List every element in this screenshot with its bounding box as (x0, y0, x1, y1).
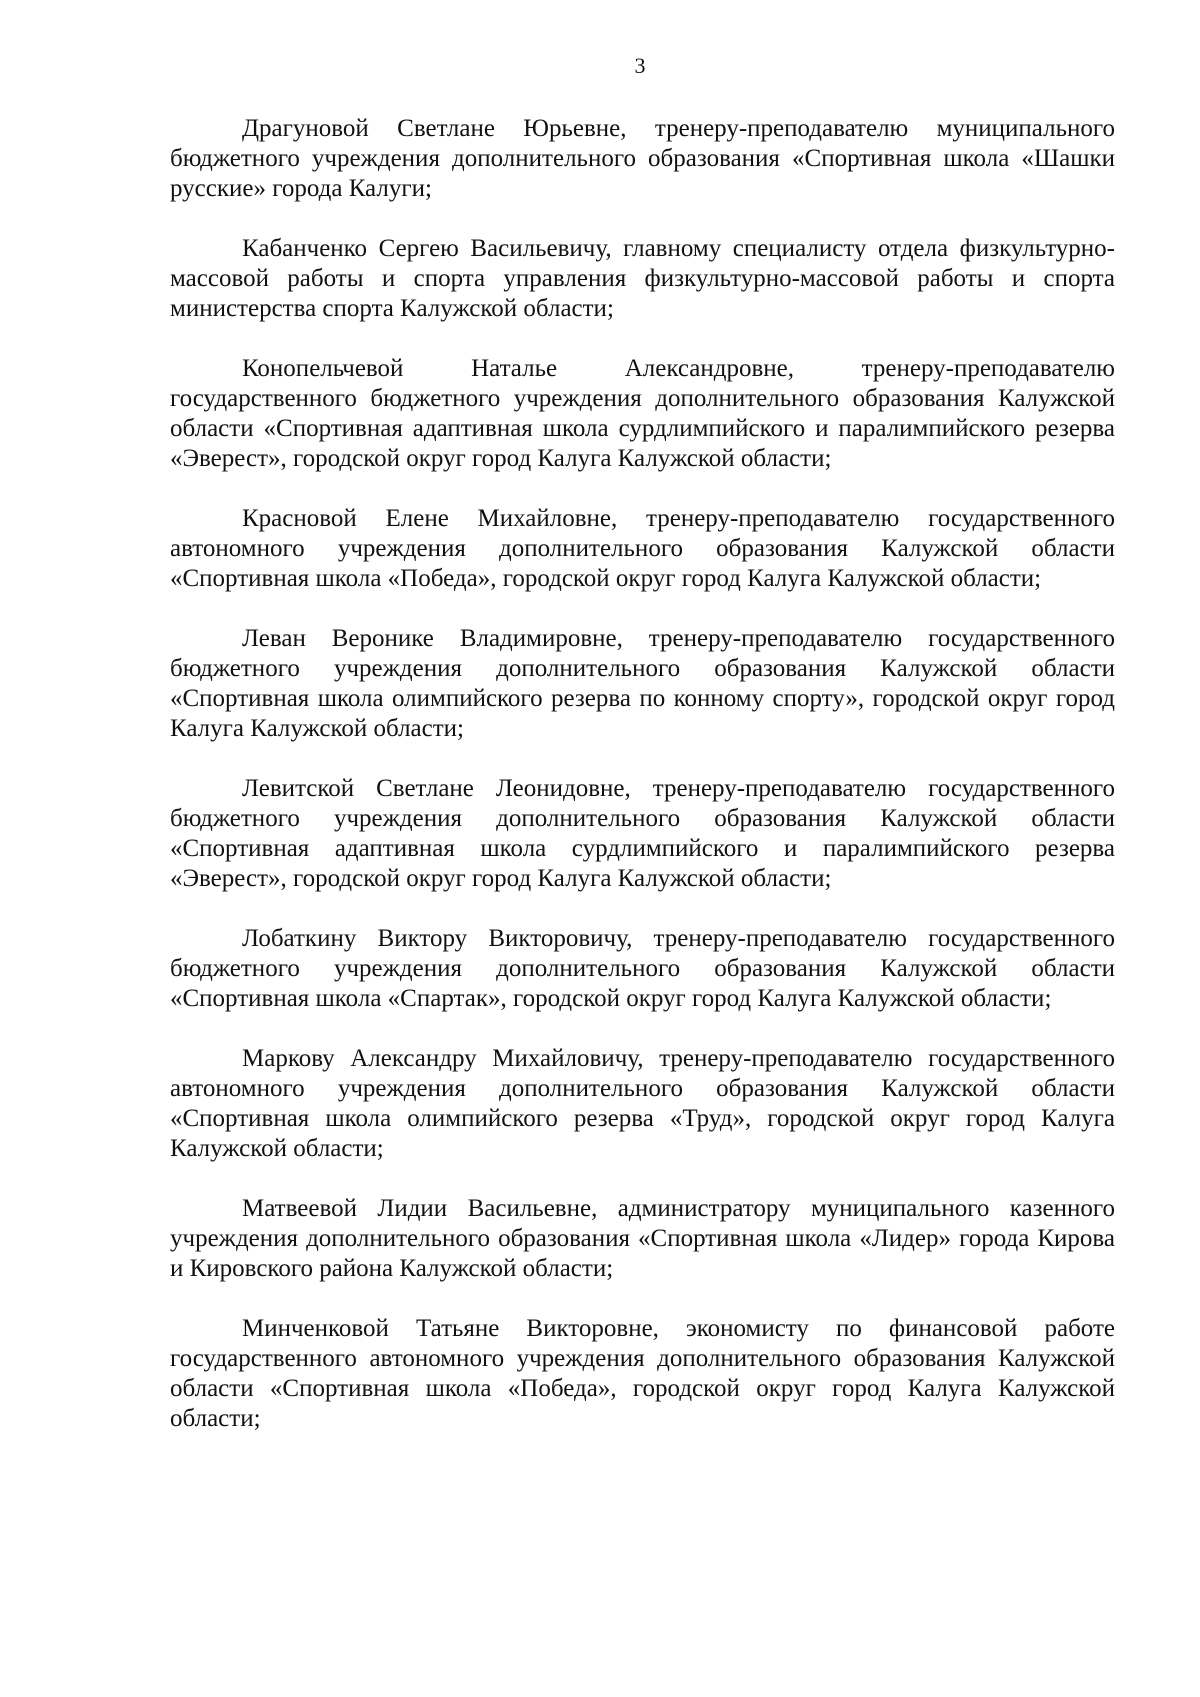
document-body (170, 114, 1115, 1434)
paragraph-lobatkin: Лобаткину Виктору Викторовичу, тренеру-преподавателю государственного бюджетного учреждения дополнительного образования Калужской области «Спортивная школа «Спартак», городской округ город Калуга Калужской области; (170, 925, 1115, 1012)
paragraph-levitskaya: Левитской Светлане Леонидовне, тренеру-преподавателю государственного бюджетного учреждения дополнительного образования Калужской области «Спортивная адаптивная школа сурдлимпийского и паралимпийского резерва «Эверест», городской округ город Калуга Калужской области; (170, 775, 1115, 892)
paragraph-markov: Маркову Александру Михайловичу, тренеру-преподавателю государственного автономного учреждения дополнительного образования Калужской области «Спортивная школа олимпийского резерва «Труд», городской округ город Калуга Калужской области; (170, 1045, 1115, 1162)
paragraph-kabanchenko: Кабанченко Сергею Васильевичу, главному специалисту отдела физкультурно-массовой работы и спорта управления физкультурно-массовой работы и спорта министерства спорта Калужской области; (170, 235, 1115, 322)
paragraph-minchenkova: Минченковой Татьяне Викторовне, экономисту по финансовой работе государственного автономного учреждения дополнительного образования Калужской области «Спортивная школа «Победа», городской округ город Калуга Калужской области; (170, 1315, 1115, 1432)
paragraph-matveeva: Матвеевой Лидии Васильевне, администратору муниципального казенного учреждения дополнительного образования «Спортивная школа «Лидер» города Кирова и Кировского района Калужской области; (170, 1195, 1115, 1282)
page-number: 3 (634, 53, 646, 78)
paragraph-krasnova: Красновой Елене Михайловне, тренеру-преподавателю государственного автономного учреждения дополнительного образования Калужской области «Спортивная школа «Победа», городской округ город Калуга Калужской области; (170, 505, 1115, 592)
paragraph-dragunova: Драгуновой Светлане Юрьевне, тренеру-преподавателю муниципального бюджетного учреждения дополнительного образования «Спортивная школа «Шашки русские» города Калуги; (170, 115, 1115, 202)
paragraph-levan: Леван Веронике Владимировне, тренеру-преподавателю государственного бюджетного учреждения дополнительного образования Калужской области «Спортивная школа олимпийского резерва по конному спорту», городской округ город Калуга Калужской области; (170, 625, 1115, 742)
paragraph-konopelcheva: Конопельчевой Наталье Александровне, тренеру-преподавателю государственного бюджетного учреждения дополнительного образования Калужской области «Спортивная адаптивная школа сурдлимпийского и паралимпийского резерва «Эверест», городской округ город Калуга Калужской области; (170, 355, 1115, 472)
